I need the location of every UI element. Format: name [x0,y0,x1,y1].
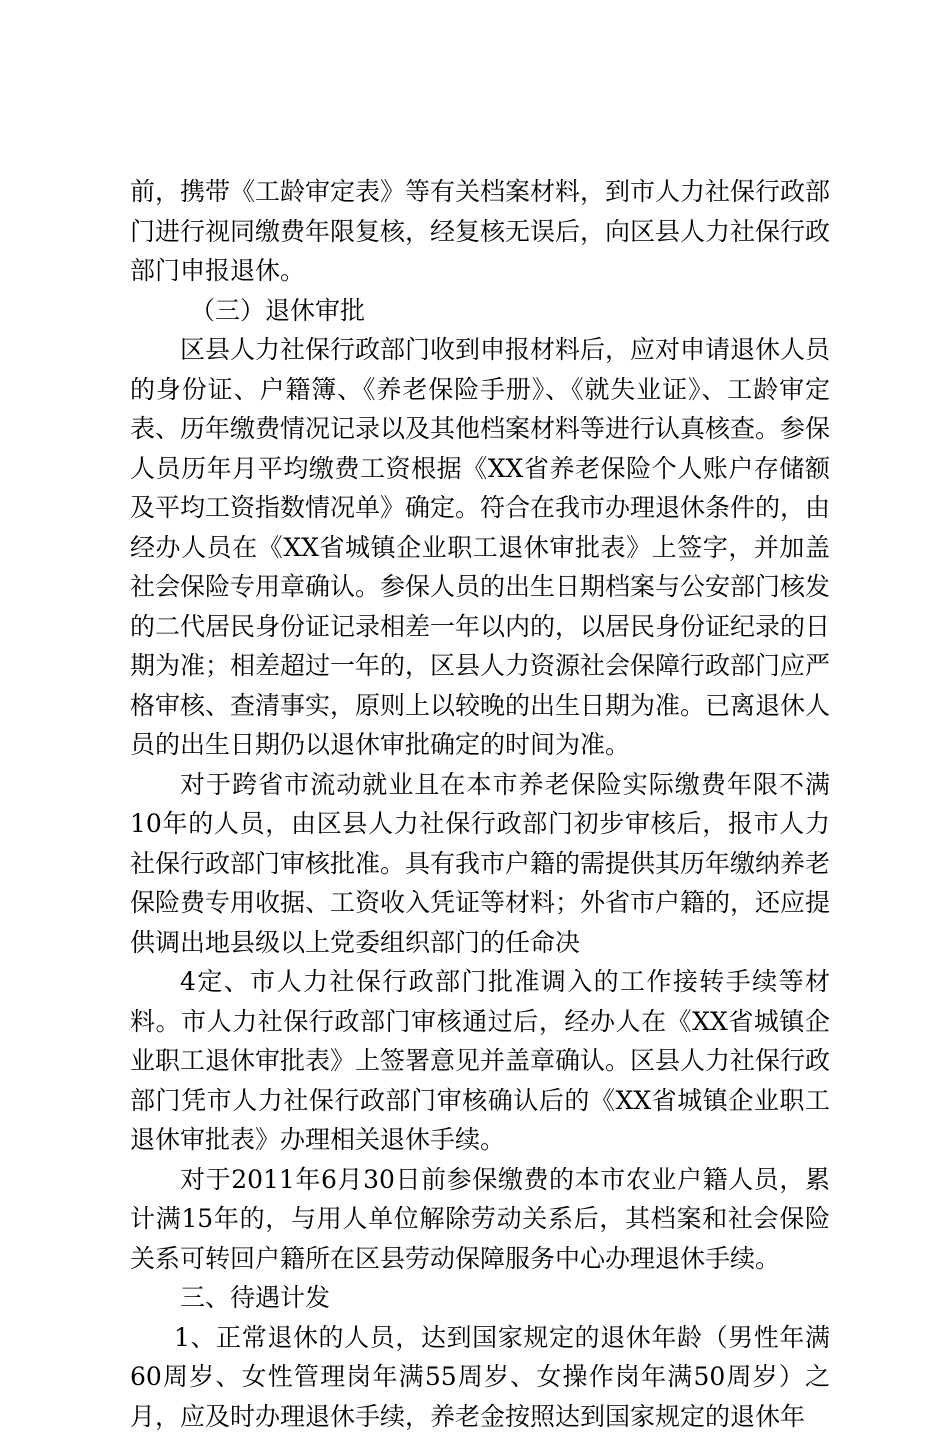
paragraph-decision: 4定、市人力社保行政部门批准调入的工作接转手续等材料。市人力社保行政部门审核通过后，经办人在《XX省城镇企业职工退休审批表》上签署意见并盖章确认。区县人力社保行政部门凭市人力社保行政部门审核确认后的《XX省城镇企业职工退休审批表》办理相关退休手续。 [130,962,830,1160]
paragraph-review-body: 区县人力社保行政部门收到申报材料后，应对申请退休人员的身份证、户籍簿、《养老保险手册》、《就失业证》、工龄审定表、历年缴费情况记录以及其他档案材料等进行认真核查。参保人员历年月平均缴费工资根据《XX省养老保险个人账户存储额及平均工资指数情况单》确定。符合在我市办理退休条件的，由经办人员在《XX省城镇企业职工退休审批表》上签字，并加盖社会保险专用章确认。参保人员的出生日期档案与公安部门核发的二代居民身份证记录相差一年以内的，以居民身份证纪录的日期为准；相差超过一年的，区县人力资源社会保障行政部门应严格审核、查清事实，原则上以较晚的出生日期为准。已离退休人员的出生日期仍以退休审批确定的时间为准。 [130,330,830,765]
paragraph-cross-province: 对于跨省市流动就业且在本市养老保险实际缴费年限不满10年的人员，由区县人力社保行政部门初步审核后，报市人力社保行政部门审核批准。具有我市户籍的需提供其历年缴纳养老保险费专用收据、工资收入凭证等材料；外省市户籍的，还应提供调出地县级以上党委组织部门的任命决 [130,765,830,963]
section-heading-benefits: 三、待遇计发 [130,1278,830,1318]
paragraph-continuation: 前，携带《工龄审定表》等有关档案材料，到市人力社保行政部门进行视同缴费年限复核，经复核无误后，向区县人力社保行政部门申报退休。 [130,172,830,291]
paragraph-agricultural: 对于2011年6月30日前参保缴费的本市农业户籍人员，累计满15年的，与用人单位解除劳动关系后，其档案和社会保险关系可转回户籍所在区县劳动保障服务中心办理退休手续。 [130,1160,830,1279]
section-heading-retirement-review: （三）退休审批 [130,291,830,331]
document-page [130,172,830,1436]
paragraph-benefits-1: 1、正常退休的人员，达到国家规定的退休年龄（男性年满60周岁、女性管理岗年满55周岁、女操作岗年满50周岁）之月，应及时办理退休手续，养老金按照达到国家规定的退休年 [130,1318,830,1436]
